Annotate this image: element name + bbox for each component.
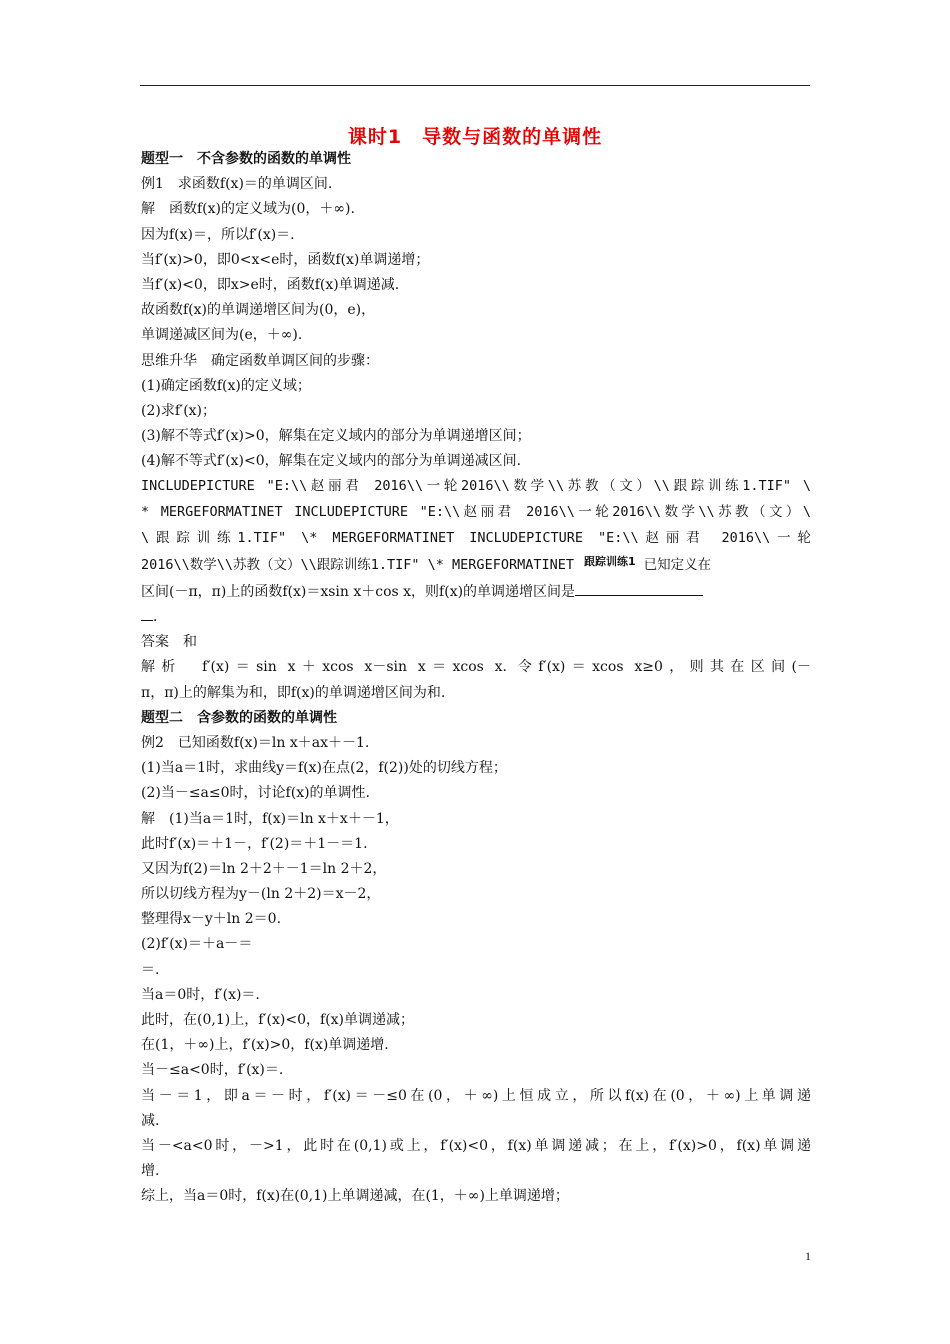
text-line [141, 781, 811, 806]
line-text: 当f′(x)<0，即x>e时，函数f(x)单调递减. [141, 276, 400, 293]
text-line [141, 958, 811, 983]
text-line [141, 552, 811, 580]
text-line [141, 580, 811, 605]
line-text: 当－≤a<0时，f′(x)＝. [141, 1062, 284, 1079]
answer-blank [575, 581, 703, 596]
line-text: 当－＝1，即a＝－时，f′(x)＝－≤0在(0，＋∞)上恒成立，所以f(x)在(0，＋∞)上单调递 [141, 1087, 811, 1104]
line-text: 区间(－π，π)上的函数f(x)＝xsin x＋cos x，则f(x)的单调递增区间是 [141, 583, 576, 600]
line-text: (1)确定函数f(x)的定义域； [141, 377, 311, 394]
line-text: 答案 和 [141, 634, 197, 651]
text-line [141, 1134, 811, 1159]
text-line [141, 424, 811, 449]
line-text: \跟踪训练1.TIF" \* MERGEFORMATINET INCLUDEPICTURE "E:\\赵丽君 2016\\一轮 [141, 529, 811, 546]
line-text: 此时，在(0,1)上，f′(x)<0，f(x)单调递减； [141, 1012, 415, 1028]
text-line [141, 1033, 811, 1058]
line-text: 当f′(x)>0，即0<x<e时，函数f(x)单调递增； [141, 251, 430, 268]
text-line [141, 983, 811, 1008]
line-text: 此时f′(x)＝＋1－，f′(2)＝＋1－＝1. [141, 835, 368, 852]
line-text: 整理得x－y＋ln 2＝0. [141, 911, 282, 928]
text-line [141, 605, 811, 630]
line-text: (3)解不等式f′(x)>0，解集在定义域内的部分为单调递增区间； [141, 428, 531, 445]
line-text: INCLUDEPICTURE "E:\\赵丽君 2016\\一轮2016\\数学\\苏教（文）\\跟踪训练1.TIF" \ [141, 478, 811, 495]
line-text: (2)当－≤a≤0时，讨论f(x)的单调性. [141, 785, 370, 802]
text-line [141, 857, 811, 882]
line-text: 解 (1)当a＝1时，f(x)＝ln x＋x＋－1， [141, 810, 399, 827]
text-line [141, 907, 811, 932]
line-text: 综上，当a＝0时，f(x)在(0,1)上单调递减，在(1，＋∞)上单调递增； [141, 1188, 569, 1205]
text-line [141, 399, 811, 424]
line-text: ． [153, 609, 167, 625]
line-text: * MERGEFORMATINET INCLUDEPICTURE "E:\\赵丽君 2016\\一轮2016\\数学\\苏教（文）\ [141, 503, 811, 520]
line-text: 例2 已知函数f(x)＝ln x＋ax＋－1. [141, 734, 370, 751]
line-text: 当－<a<0时，－>1，此时在(0,1)或上，f′(x)<0，f(x)单调递减；在上，f′(x)>0，f(x)单调递 [141, 1137, 811, 1154]
page-number: 1 [805, 1249, 811, 1263]
line-text: 增. [141, 1163, 160, 1180]
text-line [141, 1159, 811, 1184]
tracking-exercise-badge: 跟踪训练1 [583, 555, 636, 569]
line-text: 因为f(x)＝，所以f′(x)＝. [141, 226, 295, 243]
text-line [141, 681, 811, 706]
text-line [141, 349, 811, 374]
text-line [141, 932, 811, 957]
page-title: 课时1 导数与函数的单调性 [347, 126, 603, 148]
text-line [141, 1084, 811, 1109]
text-line [141, 1058, 811, 1083]
line-text: 例1 求函数f(x)＝的单调区间. [141, 176, 333, 193]
text-line [141, 500, 811, 525]
text-line [141, 731, 811, 756]
text-line [141, 474, 811, 499]
text-line [141, 374, 811, 399]
line-text: 在(1，＋∞)上，f′(x)>0，f(x)单调递增. [141, 1037, 389, 1054]
text-line [141, 756, 811, 781]
line-text: 当a＝0时，f′(x)＝. [141, 986, 260, 1003]
line-text: π，π)上的解集为和，即f(x)的单调递增区间为和. [141, 684, 446, 701]
section-heading [141, 147, 811, 172]
text-line [141, 832, 811, 857]
line-text: 题型二 含参数的函数的单调性 [141, 709, 337, 726]
text-line [141, 525, 811, 553]
line-text: 故函数f(x)的单调递增区间为(0，e)， [141, 302, 376, 319]
text-line [141, 172, 811, 197]
line-text: 思维升华 确定函数单调区间的步骤： [141, 352, 379, 369]
text-line [141, 449, 811, 474]
text-line [141, 882, 811, 907]
line-text: 又因为f(2)＝ln 2＋2＋－1＝ln 2＋2， [141, 860, 387, 877]
text-line [141, 630, 811, 655]
text-line [141, 655, 811, 680]
line-text: 所以切线方程为y－(ln 2＋2)＝x－2， [141, 886, 381, 903]
text-line [141, 223, 811, 248]
text-line [141, 273, 811, 298]
text-line [141, 298, 811, 323]
line-text-continued: 已知定义在 [643, 557, 712, 574]
line-text: (2)求f′(x)； [141, 402, 217, 419]
line-text: (1)当a＝1时，求曲线y＝f(x)在点(2，f(2))处的切线方程； [141, 760, 507, 777]
line-text: 减. [141, 1112, 160, 1129]
section-heading [141, 706, 811, 731]
line-text: 题型一 不含参数的函数的单调性 [141, 151, 351, 167]
line-text: 2016\\数学\\苏教（文）\\跟踪训练1.TIF" \* MERGEFORMATINET [141, 557, 574, 574]
line-text: 解析 f′(x)＝sin x＋xcos x－sin x＝xcos x. 令f′(x)＝xcos x≥0，则其在区间(－ [141, 659, 811, 676]
text-line [141, 323, 811, 348]
line-text: (4)解不等式f′(x)<0，解集在定义域内的部分为单调递减区间. [141, 453, 522, 470]
line-text: 单调递减区间为(e，＋∞). [141, 327, 303, 344]
document-body [141, 147, 811, 1210]
header-rule [140, 85, 810, 86]
text-line [141, 248, 811, 273]
text-line [141, 1184, 811, 1209]
line-text: ＝. [141, 961, 160, 978]
text-line [141, 1109, 811, 1134]
line-text: 解 函数f(x)的定义域为(0，＋∞). [141, 201, 355, 218]
text-line [141, 1008, 811, 1033]
answer-blank [141, 606, 153, 621]
line-text: (2)f′(x)＝＋a－＝ [141, 936, 253, 953]
text-line [141, 807, 811, 832]
text-line [141, 197, 811, 222]
